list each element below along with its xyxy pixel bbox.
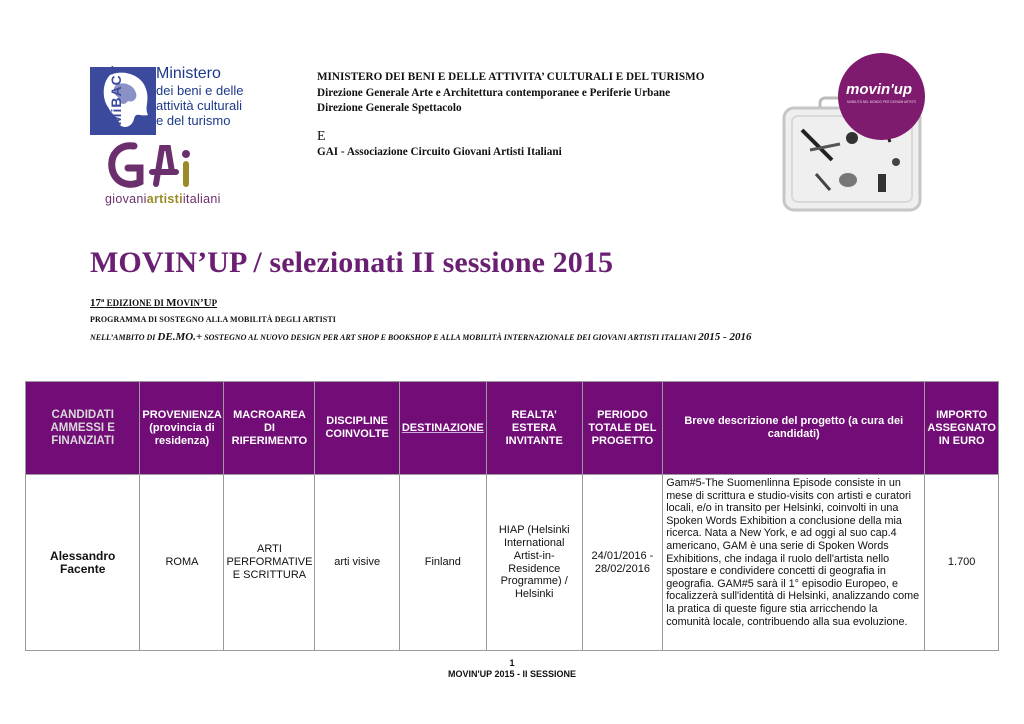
mibact-name [156, 65, 243, 128]
ambito-mid: SOSTEGNO AL NUOVO DESIGN PER ART SHOP E BOOKSHOP E ALLA MOBILITÀ INTERNAZIONALE DEI GIOVANI ARTISTI ITALIANI [202, 333, 699, 342]
edition-line [90, 297, 217, 309]
col-discipline: DISCIPLINE COINVOLTE [315, 382, 399, 475]
col-provenienza: PROVENIENZA (provincia di residenza) [140, 382, 224, 475]
gai-tag-italiani: italiani [182, 192, 221, 206]
movinup-wordmark: movin'up [846, 81, 913, 98]
edition-ovin: OVIN [176, 298, 200, 308]
cell-candidato: Alessandro Facente [26, 475, 140, 651]
ambito-line [90, 331, 751, 343]
cell-provenienza: ROMA [140, 475, 224, 651]
gai-mark-icon [106, 142, 206, 190]
page-title: MOVIN’UP / selezionati II sessione 2015 [90, 246, 614, 279]
mibact-line-4: e del turismo [156, 113, 231, 128]
movinup-logo [780, 50, 930, 215]
ambito-years: 2015 - 2016 [698, 331, 752, 343]
programma-line: PROGRAMMA DI SOSTEGNO ALLA MOBILITÀ DEGLI ARTISTI [90, 315, 337, 324]
cell-importo: 1.700 [925, 475, 999, 651]
ambito-demo: DE.MO.+ [157, 331, 203, 343]
edition-m: M [166, 297, 177, 309]
col-descrizione: Breve descrizione del progetto (a cura dei candidati) [663, 382, 925, 475]
col-realta-estera: REALTA’ ESTERA INVITANTE [486, 382, 582, 475]
edition-apos: ’U [199, 297, 212, 309]
col-candidati: CANDIDATI AMMESSI E FINANZIATI [26, 382, 140, 475]
gai-logo [90, 142, 255, 210]
footer-label: MOVIN'UP 2015 - II SESSIONE [447, 669, 577, 679]
table-row [26, 475, 999, 651]
selezionati-table [25, 381, 999, 651]
col-periodo: PERIODO TOTALE DEL PROGETTO [582, 382, 663, 475]
mibact-line-2: dei beni e delle [156, 83, 244, 98]
edition-text: EDIZIONE DI [104, 298, 167, 308]
table-header-row [26, 382, 999, 475]
col-destinazione: DESTINAZIONE [399, 382, 486, 475]
mibact-line-1: Ministero [156, 65, 221, 82]
movinup-badge [838, 53, 925, 140]
header-dg-spettacolo: Direzione Generale Spettacolo [317, 102, 462, 114]
gai-tag-artisti: artisti [146, 192, 183, 206]
cell-macroarea: ARTI PERFORMATIVE E SCRITTURA [224, 475, 315, 651]
mibact-vertical-text: MiBACT [108, 64, 125, 126]
edition-number: 17ª [90, 297, 105, 309]
edition-p: P [211, 298, 218, 308]
movinup-subtitle: MOBILITÀ NEL MONDO PER GIOVANI ARTISTI [847, 100, 917, 104]
header-conj: E [317, 128, 326, 144]
header-ministero: MINISTERO DEI BENI E DELLE ATTIVITA’ CULTURALI E DEL TURISMO [317, 71, 705, 83]
col-importo: IMPORTO ASSEGNATO IN EURO [925, 382, 999, 475]
page-number: 1 [509, 658, 515, 668]
header-block [317, 70, 704, 161]
gai-tag-giovani: giovani [105, 192, 147, 206]
header-dg-arte: Direzione Generale Arte e Architettura contemporanee e Periferie Urbane [317, 86, 671, 99]
gai-tagline [105, 192, 221, 206]
cell-discipline: arti visive [315, 475, 399, 651]
cell-realta: HIAP (Helsinki International Artist-in-Residence Programme) / Helsinki [486, 475, 582, 651]
cell-descrizione: Gam#5-The Suomenlinna Episode consiste in un mese di scrittura e studio-visits con artisti e curatori locali, e/o in transito per Helsinki, coinvolti in una Spoken Words Exhibition a conclusione della mia ricerca. Nata a New York, e ad oggi al suo cap.4 americano, GAM è una serie di Spoken Words Exhibitions, che indaga il ruolo dell'artista nello spostare e condividere concetti di geografia in geografia. GAM#5 sarà il 1° episodio Europeo, e focalizzerà sull'identità di Helsinki, analizzando come la pratica di queste figure stia arricchendo la comunità locale, contribuendo alla sua evoluzione. [663, 475, 925, 651]
header-gai: GAI - Associazione Circuito Giovani Artisti Italiani [317, 146, 562, 158]
mibact-line-3: attività culturali [156, 98, 242, 113]
col-macroarea: MACROAREA DI RIFERIMENTO [224, 382, 315, 475]
mibact-logo [90, 64, 250, 135]
ambito-pre: NELL’AMBITO DI [90, 333, 158, 342]
cell-destinazione: Finland [399, 475, 486, 651]
cell-periodo: 24/01/2016 - 28/02/2016 [582, 475, 663, 651]
